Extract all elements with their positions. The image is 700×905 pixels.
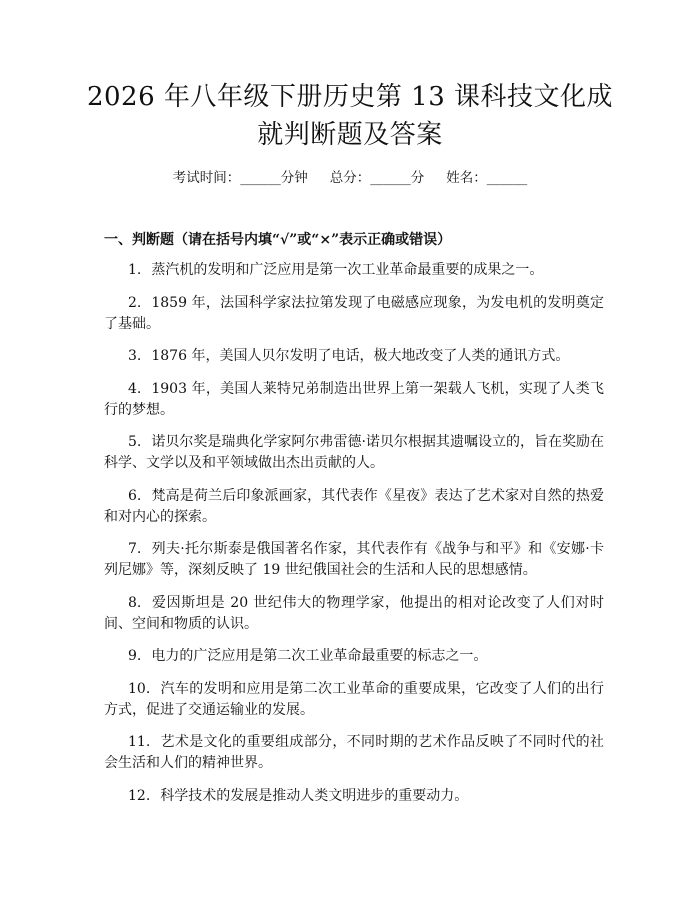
question-list [104,260,604,818]
title-line-2: 就判断题及答案 [257,120,443,150]
question-number: 9. [128,648,142,664]
question-item [104,646,604,667]
title-line-1: 2026 年八年级下册历史第 13 课科技文化成 [86,82,614,112]
question-item [104,432,604,474]
question-number: 4. [128,380,142,397]
exam-time-field: 考试时间：______分钟 [172,170,308,186]
question-item [104,786,604,807]
question-number: 1. [128,262,142,278]
question-item [104,379,604,421]
document-title [80,78,620,154]
name-field: 姓名：______ [446,170,528,186]
question-item [104,593,604,635]
question-text: 科学技术的发展是推动人类文明进步的重要动力。 [160,787,469,804]
question-item [104,539,604,581]
question-number: 5. [128,434,142,450]
question-text: 电力的广泛应用是第二次工业革命最重要的标志之一。 [151,648,488,664]
question-item [104,679,604,721]
question-number: 10. [128,680,151,697]
question-text: 蒸汽机的发明和广泛应用是第一次工业革命最重要的成果之一。 [151,262,544,278]
question-item [104,260,604,281]
question-number: 7. [128,541,142,557]
question-text: 梵高是荷兰后印象派画家，其代表作《星夜》表达了艺术家对自然的热爱和对内心的探索。 [104,487,604,525]
question-number: 2. [128,294,142,311]
exam-meta-line [0,168,700,188]
question-number: 8. [128,594,142,611]
question-number: 3. [128,348,142,364]
question-item [104,732,604,774]
question-text: 列夫·托尔斯泰是俄国著名作家，其代表作有《战争与和平》和《安娜·卡列尼娜》等，深刻反映了 19 世纪俄国社会的生活和人民的思想感情。 [104,541,604,578]
question-text: 1876 年，美国人贝尔发明了电话，极大地改变了人类的通讯方式。 [151,348,570,364]
question-text: 爱因斯坦是 20 世纪伟大的物理学家，他提出的相对论改变了人们对时间、空间和物质的认识。 [104,594,604,632]
question-item [104,486,604,528]
question-text: 诺贝尔奖是瑞典化学家阿尔弗雷德·诺贝尔根据其遗嘱设立的，旨在奖励在科学、文学以及和平领域做出杰出贡献的人。 [104,434,604,471]
question-text: 1903 年，美国人莱特兄弟制造出世界上第一架载人飞机，实现了人类飞行的梦想。 [104,380,604,418]
question-item [104,293,604,335]
question-number: 11. [128,734,151,750]
total-score-field: 总分：______分 [329,170,425,186]
question-text: 艺术是文化的重要组成部分，不同时期的艺术作品反映了不同时代的社会生活和人们的精神世界。 [104,734,604,771]
question-number: 6. [128,487,142,504]
question-item [104,346,604,367]
question-text: 1859 年，法国科学家法拉第发现了电磁感应现象，为发电机的发明奠定了基础。 [104,294,604,332]
question-text: 汽车的发明和应用是第二次工业革命的重要成果，它改变了人们的出行方式，促进了交通运输业的发展。 [104,680,604,718]
section-heading: 一、判断题（请在括号内填“√”或“×”表示正确或错误） [104,232,452,248]
question-number: 12. [128,787,151,804]
